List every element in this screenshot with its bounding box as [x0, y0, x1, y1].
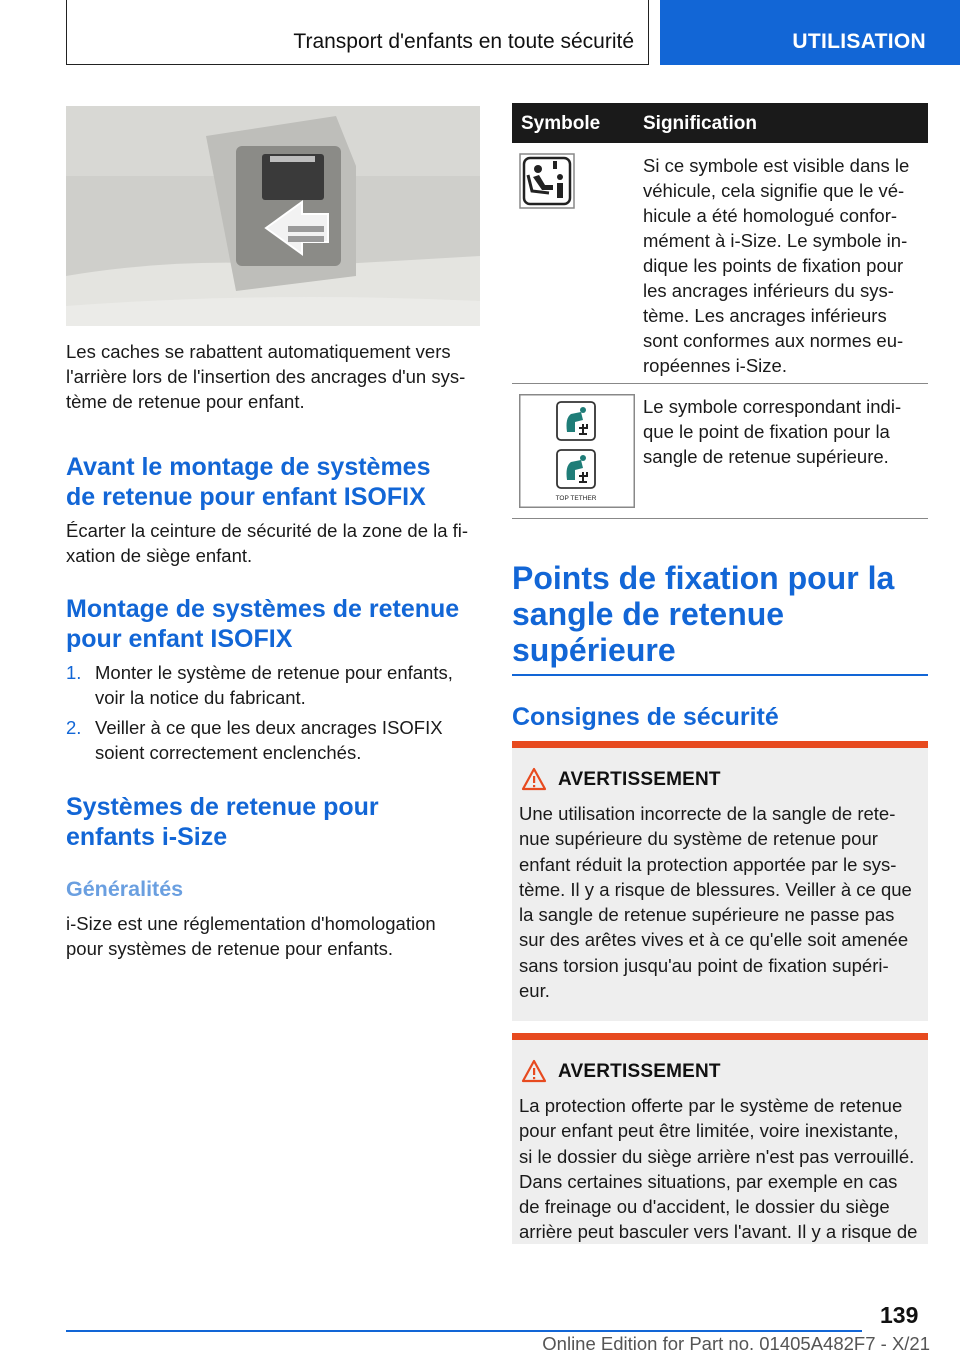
cell-line: que le point de fixation pour la	[643, 421, 890, 442]
heading-rule	[512, 674, 928, 676]
heading-generalites: Généralités	[66, 877, 184, 901]
heading-line: Systèmes de retenue pour	[66, 793, 379, 821]
heading-line: supérieure	[512, 632, 676, 668]
warning-triangle-icon	[521, 1059, 547, 1088]
warning-line: de freinage ou d'accident, le dossier du siège	[519, 1196, 890, 1218]
warning-line: sur des arêtes vives et à ce qu'elle soit amenée	[519, 929, 909, 951]
warning-bar	[512, 1033, 928, 1040]
footer-rule	[66, 1330, 862, 1332]
photo-caption	[66, 339, 480, 414]
section-title: Transport d'enfants en toute sécurité	[293, 30, 634, 53]
heading-montage	[66, 594, 486, 654]
column-header-symbol: Symbole	[521, 113, 601, 134]
top-tether-label: TOP TETHER	[555, 495, 597, 502]
heading-isize	[66, 792, 480, 852]
warning-bar	[512, 741, 928, 748]
cell-line: sont conformes aux normes eu-	[643, 330, 904, 351]
heading-line: sangle de retenue	[512, 596, 785, 632]
list-item	[66, 715, 480, 765]
cell-line: tème. Les ancrages inférieurs	[643, 305, 887, 326]
table-row	[512, 143, 928, 384]
caption-line: l'arrière lors de l'insertion des ancrages d'un sys-	[66, 366, 466, 387]
warning-triangle-icon	[521, 767, 547, 796]
cell-line: sangle de retenue supérieure.	[643, 446, 889, 467]
warning-title: AVERTISSEMENT	[558, 769, 721, 790]
paragraph-line: i-Size est une réglementation d'homologation	[66, 913, 436, 934]
paragraph-avant	[66, 518, 480, 568]
warning-line: Une utilisation incorrecte de la sangle de rete-	[519, 803, 896, 824]
warning-line: eur.	[519, 980, 550, 1002]
heading-line: Points de fixation pour la	[512, 560, 895, 596]
warning-line: enfant réduit la protection apportée par le sys-	[519, 853, 897, 875]
step-line: Monter le système de retenue pour enfants,	[95, 662, 453, 683]
heading-line: pour enfant ISOFIX	[66, 625, 293, 653]
cell-line: les ancrages inférieurs du sys-	[643, 280, 894, 301]
cell-line: ropéennes i-Size.	[643, 355, 787, 376]
heading-line: Avant le montage de systèmes	[66, 453, 431, 481]
edition-note: Online Edition for Part no. 01405A482F7 - X/21	[542, 1333, 930, 1354]
table-row	[512, 384, 928, 519]
heading-line: Montage de systèmes de retenue	[66, 595, 460, 623]
table-cell-meaning	[643, 153, 925, 378]
paragraph-line: Écarter la ceinture de sécurité de la zone de la fi-	[66, 520, 469, 541]
isofix-cover-photo	[66, 106, 480, 326]
warning-line: Dans certaines situations, par exemple en cas	[519, 1170, 898, 1192]
cell-line: mément à i-Size. Le symbole in-	[643, 230, 908, 251]
cell-line: Le symbole correspondant indi-	[643, 396, 902, 417]
paragraph-line: pour systèmes de retenue pour enfants.	[66, 938, 394, 959]
cell-line: hicule a été homologué confor-	[643, 205, 898, 226]
page-number: 139	[880, 1302, 919, 1328]
step-line: Veiller à ce que les deux ancrages ISOFIX	[95, 717, 443, 738]
top-tether-icon	[519, 394, 635, 513]
step-line: voir la notice du fabricant.	[95, 687, 306, 708]
paragraph-line: xation de siège enfant.	[66, 545, 253, 566]
heading-avant-montage	[66, 452, 480, 512]
step-line: soient correctement enclenchés.	[95, 742, 362, 763]
caption-line: tème de retenue pour enfant.	[66, 391, 305, 412]
paragraph-general	[66, 911, 480, 961]
heading-line: enfants i-Size	[66, 823, 228, 851]
isize-seat-icon	[519, 153, 575, 214]
warning-title: AVERTISSEMENT	[558, 1061, 721, 1082]
column-header-meaning: Signification	[643, 113, 757, 134]
warning-line: si le dossier du siège arrière n'est pas verrouillé.	[519, 1145, 915, 1167]
cell-line: dique les points de fixation pour	[643, 255, 904, 276]
warning-box	[512, 741, 928, 1021]
cell-line: véhicule, cela signifie que le vé-	[643, 180, 905, 201]
chapter-tab[interactable]	[660, 0, 960, 65]
warning-line: pour enfant peut être limitée, voire inexistante,	[519, 1120, 899, 1142]
step-text	[95, 660, 480, 710]
warning-box	[512, 1033, 928, 1244]
warning-line: tème. Il y a risque de blessures. Veiller à ce que	[519, 878, 912, 900]
header-section-box	[66, 0, 649, 65]
chapter-tab-label: UTILISATION	[792, 30, 926, 53]
heading-line: de retenue pour enfant ISOFIX	[66, 483, 426, 511]
warning-line: la sangle de retenue supérieure ne passe pas	[519, 904, 895, 926]
heading-points-fixation	[512, 560, 928, 668]
caption-line: Les caches se rabattent automatiquement vers	[66, 341, 451, 362]
step-number: 2.	[66, 717, 82, 738]
table-header	[512, 103, 928, 143]
list-item	[66, 660, 480, 710]
step-text	[95, 715, 480, 765]
warning-text	[519, 801, 924, 1003]
warning-line: sans torsion jusqu'au point de fixation supéri-	[519, 954, 889, 976]
table-cell-meaning	[643, 394, 925, 469]
warning-line: La protection offerte par le système de retenue	[519, 1095, 903, 1116]
warning-line: arrière peut basculer vers l'avant. Il y a risque de	[519, 1221, 918, 1243]
symbol-table	[512, 103, 928, 519]
cell-line: Si ce symbole est visible dans le	[643, 155, 910, 176]
step-number: 1.	[66, 662, 82, 683]
heading-consignes: Consignes de sécurité	[512, 703, 779, 731]
warning-text	[519, 1093, 924, 1244]
warning-line: nue supérieure du système de retenue pour	[519, 828, 878, 850]
